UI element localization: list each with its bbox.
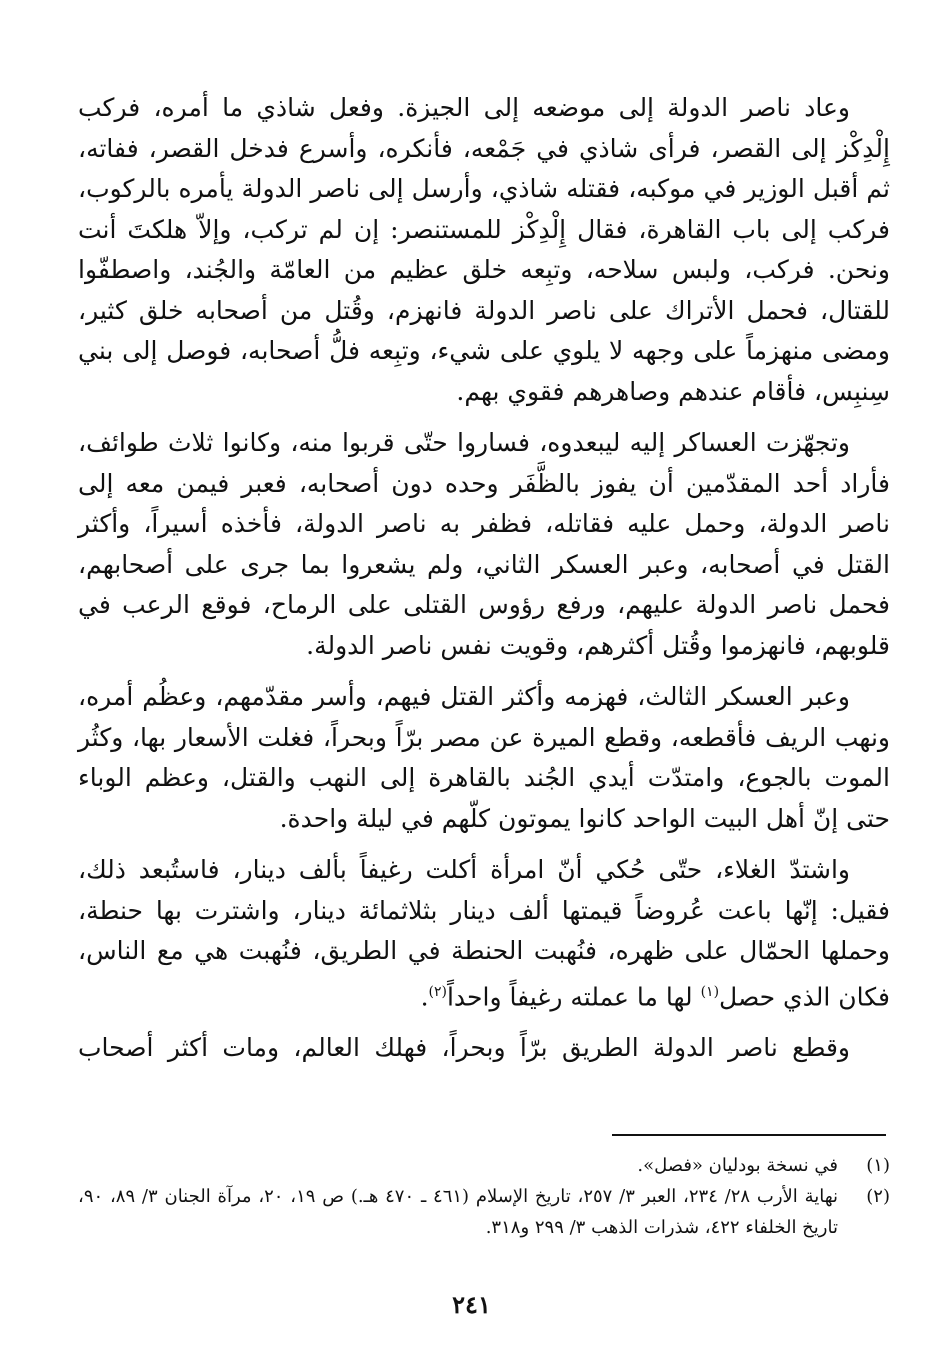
paragraph-4-text-b: لها ما عملته رغيفاً واحداً (446, 981, 701, 1011)
footnote-2-text: نهاية الأرب ٢٨/ ٢٣٤، العبر ٣/ ٢٥٧، تاريخ الإسلام (٤٦١ ـ ٤٧٠ هـ.) ص ١٩، ٢٠، مرآة الجنان ٣/ ٨٩، ٩٠، تاريخ الخلفاء ٤٢٢، شذرات الذهب ٣/ ٢٩٩ و٣١٨. (78, 1186, 839, 1238)
paragraph-4-text-a: واشتدّ الغلاء، حتّى حُكي أنّ امرأة أكلت رغيفاً بألف دينار، فاستُبعد ذلك، فقيل: إنّها باعت عُروضاً قيمتها ألف دينار بثلاثمائة دينار، واشترت بها حنطة، وحملها الحمّال على ظهره، فنُهبت الحنطة في الطريق، فنُهبت هي مع الناس، فكان الذي حصل (78, 855, 890, 1011)
footnote-2 (78, 1181, 890, 1243)
page-number: ٢٤١ (452, 1290, 491, 1319)
footnote-1 (78, 1150, 890, 1181)
footnote-2-number: (٢) (866, 1186, 890, 1207)
paragraph-4 (78, 850, 890, 1017)
footnotes (78, 1150, 890, 1243)
paragraph-4-text-c: . (420, 981, 429, 1011)
footnote-1-number: (١) (866, 1155, 890, 1176)
footnote-separator (612, 1134, 886, 1136)
footnote-1-text: في نسخة بودليان «فصل». (637, 1155, 838, 1176)
paragraph-3: وعبر العسكر الثالث، فهزمه وأكثر القتل فيهم، وأسر مقدّمهم، وعظُم أمره، ونهب الريف فأقطعه، وقطع الميرة عن مصر برّاً وبحراً، فغلت الأسعار بها، وكثُر الموت بالجوع، وامتدّت أيدي الجُند بالقاهرة إلى النهب والقتل، وعظم الوباء حتى إنّ أهل البيت الواحد كانوا يموتون كلّهم في ليلة واحدة. (78, 682, 890, 833)
footnote-ref-1: (١) (700, 983, 720, 1000)
main-text (78, 88, 890, 1080)
paragraph-1: وعاد ناصر الدولة إلى موضعه إلى الجيزة. وفعل شاذي ما أمره، فركب إِلْدِكْز إلى القصر، فرأى شاذي في جَمْعه، فأنكره، وأسرع فدخل القصر، ففاته، ثم أقبل الوزير في موكبه، فقتله شاذي، وأرسل إلى ناصر الدولة يأمره بالركوب، فركب إلى باب القاهرة، فقال إِلْدِكْز للمستنصر: إن لم تركب، وإلاّ هلكتَ أنت ونحن. فركب، ولبس سلاحه، وتبِعه خلق عظيم من العامّة والجُند، واصطفّوا للقتال، فحمل الأتراك على ناصر الدولة فانهزم، وقُتل من أصحابه خلق كثير، ومضى منهزماً على وجهه لا يلوي على شيء، وتبِعه فلُّ أصحابه، فوصل إلى بني سِنبِس، فأقام عندهم وصاهرهم فقوي بهم. (78, 93, 890, 406)
paragraph-2: وتجهّزت العساكر إليه ليبعدوه، فساروا حتّى قربوا منه، وكانوا ثلاث طوائف، فأراد أحد المقدّمين أن يفوز بالظَّفَر وحده دون أصحابه، فعبر فيمن معه إلى ناصر الدولة، وحمل عليه فقاتله، فظفر به ناصر الدولة، فأخذه أسيراً، وأكثر القتل في أصحابه، وعبر العسكر الثاني، ولم يشعروا بما جرى على أصحابهم، فحمل ناصر الدولة عليهم، ورفع رؤوس القتلى على الرماح، فوقع الرعب في قلوبهم، فانهزموا وقُتل أكثرهم، وقويت نفس ناصر الدولة. (78, 428, 890, 660)
paragraph-5: وقطع ناصر الدولة الطريق برّاً وبحراً، فهلك العالم، ومات أكثر أصحاب (78, 1033, 850, 1063)
footnote-ref-2: (٢) (428, 983, 447, 1000)
